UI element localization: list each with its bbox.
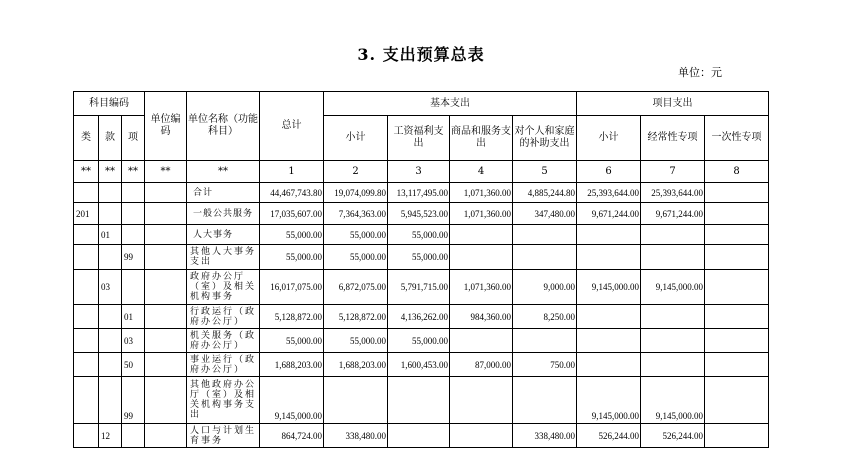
- wages-cell: 4,136,262.00: [388, 305, 450, 329]
- unit-name-header: 单位名称（功能科目）: [187, 92, 260, 161]
- table-row: [74, 245, 769, 270]
- xiang-cell: [122, 203, 145, 225]
- regular-cell: 9,145,000.00: [641, 377, 705, 424]
- kuan-cell: [99, 183, 122, 203]
- goods-cell: 1,071,360.00: [450, 183, 513, 203]
- kuan-cell: [99, 203, 122, 225]
- basic-subtotal-header: 小计: [324, 116, 388, 161]
- goods-header: 商品和服务支出: [450, 116, 513, 161]
- xiang-header: 项: [122, 116, 145, 161]
- personal-cell: 338,480.00: [513, 424, 577, 448]
- marker-cell: **: [145, 161, 187, 183]
- total-cell: 44,467,743.80: [260, 183, 324, 203]
- project-subtotal-cell: [577, 245, 641, 270]
- basic-subtotal-cell: 5,128,872.00: [324, 305, 388, 329]
- lei-cell: [74, 225, 99, 245]
- marker-cell: 6: [577, 161, 641, 183]
- goods-cell: [450, 424, 513, 448]
- personal-cell: 347,480.00: [513, 203, 577, 225]
- onetime-cell: [705, 225, 769, 245]
- project-subtotal-header: 小计: [577, 116, 641, 161]
- unit-label: 单位：元: [678, 66, 722, 79]
- personal-cell: 8,250.00: [513, 305, 577, 329]
- basic-subtotal-cell: 55,000.00: [324, 329, 388, 353]
- wages-cell: 1,600,453.00: [388, 353, 450, 377]
- xiang-cell: [122, 424, 145, 448]
- wages-cell: 13,117,495.00: [388, 183, 450, 203]
- total-cell: 5,128,872.00: [260, 305, 324, 329]
- basic-subtotal-cell: 19,074,099.80: [324, 183, 388, 203]
- project-expenditure-header: 项目支出: [577, 92, 769, 116]
- unit-code-cell: [145, 183, 187, 203]
- personal-cell: 9,000.00: [513, 270, 577, 305]
- unit-name-cell: 人口与计划生育事务: [187, 424, 260, 448]
- onetime-cell: [705, 353, 769, 377]
- regular-cell: [641, 245, 705, 270]
- marker-cell: **: [74, 161, 99, 183]
- basic-subtotal-cell: 55,000.00: [324, 245, 388, 270]
- unit-name-cell: 一般公共服务: [187, 203, 260, 225]
- total-cell: 864,724.00: [260, 424, 324, 448]
- xiang-cell: 99: [122, 377, 145, 424]
- unit-name-cell: 政府办公厅（室）及相关机构事务: [187, 270, 260, 305]
- regular-cell: [641, 305, 705, 329]
- goods-cell: 87,000.00: [450, 353, 513, 377]
- table-row: [74, 203, 769, 225]
- basic-subtotal-cell: 55,000.00: [324, 225, 388, 245]
- wages-cell: 55,000.00: [388, 225, 450, 245]
- unit-name-cell: 人大事务: [187, 225, 260, 245]
- kuan-cell: [99, 245, 122, 270]
- goods-cell: 1,071,360.00: [450, 203, 513, 225]
- table-row: [74, 377, 769, 424]
- marker-cell: 2: [324, 161, 388, 183]
- wages-cell: [388, 424, 450, 448]
- marker-cell: 7: [641, 161, 705, 183]
- lei-cell: [74, 377, 99, 424]
- unit-code-cell: [145, 353, 187, 377]
- project-subtotal-cell: 25,393,644.00: [577, 183, 641, 203]
- total-cell: 55,000.00: [260, 225, 324, 245]
- personal-cell: [513, 377, 577, 424]
- basic-subtotal-cell: 1,688,203.00: [324, 353, 388, 377]
- personal-cell: [513, 329, 577, 353]
- regular-cell: 9,671,244.00: [641, 203, 705, 225]
- unit-name-cell: 合计: [187, 183, 260, 203]
- table-row: [74, 183, 769, 203]
- personal-cell: 750.00: [513, 353, 577, 377]
- goods-cell: [450, 245, 513, 270]
- regular-cell: [641, 353, 705, 377]
- project-subtotal-cell: 9,145,000.00: [577, 377, 641, 424]
- unit-name-cell: 其他人大事务支出: [187, 245, 260, 270]
- table-row: [74, 270, 769, 305]
- goods-cell: [450, 329, 513, 353]
- lei-cell: 201: [74, 203, 99, 225]
- marker-cell: 8: [705, 161, 769, 183]
- unit-name-cell: 事业运行（政府办公厅）: [187, 353, 260, 377]
- unit-name-cell: 机关服务（政府办公厅）: [187, 329, 260, 353]
- personal-cell: [513, 245, 577, 270]
- personal-subsidy-header: 对个人和家庭的补助支出: [513, 116, 577, 161]
- personal-cell: [513, 225, 577, 245]
- unit-name-cell: 行政运行（政府办公厅）: [187, 305, 260, 329]
- project-subtotal-cell: 9,671,244.00: [577, 203, 641, 225]
- regular-cell: 526,244.00: [641, 424, 705, 448]
- xiang-cell: 50: [122, 353, 145, 377]
- wages-cell: 55,000.00: [388, 329, 450, 353]
- basic-subtotal-cell: 6,872,075.00: [324, 270, 388, 305]
- unit-code-cell: [145, 305, 187, 329]
- lei-cell: [74, 329, 99, 353]
- basic-subtotal-cell: [324, 377, 388, 424]
- basic-subtotal-cell: 338,480.00: [324, 424, 388, 448]
- project-subtotal-cell: 526,244.00: [577, 424, 641, 448]
- total-cell: 17,035,607.00: [260, 203, 324, 225]
- unit-code-header: 单位编码: [145, 92, 187, 161]
- onetime-cell: [705, 377, 769, 424]
- unit-code-cell: [145, 329, 187, 353]
- lei-cell: [74, 270, 99, 305]
- regular-cell: 9,145,000.00: [641, 270, 705, 305]
- basic-subtotal-cell: 7,364,363.00: [324, 203, 388, 225]
- onetime-special-header: 一次性专项: [705, 116, 769, 161]
- xiang-cell: [122, 270, 145, 305]
- kuan-cell: 03: [99, 270, 122, 305]
- unit-code-cell: [145, 424, 187, 448]
- unit-code-cell: [145, 203, 187, 225]
- onetime-cell: [705, 424, 769, 448]
- table-row: [74, 305, 769, 329]
- onetime-cell: [705, 203, 769, 225]
- marker-cell: 3: [388, 161, 450, 183]
- kuan-cell: [99, 329, 122, 353]
- wages-header: 工资福利支出: [388, 116, 450, 161]
- onetime-cell: [705, 270, 769, 305]
- project-subtotal-cell: [577, 305, 641, 329]
- xiang-cell: 03: [122, 329, 145, 353]
- total-cell: 9,145,000.00: [260, 377, 324, 424]
- marker-cell: **: [187, 161, 260, 183]
- lei-cell: [74, 353, 99, 377]
- goods-cell: 1,071,360.00: [450, 270, 513, 305]
- lei-header: 类: [74, 116, 99, 161]
- marker-cell: **: [99, 161, 122, 183]
- lei-cell: [74, 424, 99, 448]
- header-row-1: [74, 92, 769, 116]
- unit-code-cell: [145, 270, 187, 305]
- regular-cell: [641, 329, 705, 353]
- regular-special-header: 经常性专项: [641, 116, 705, 161]
- goods-cell: [450, 377, 513, 424]
- project-subtotal-cell: 9,145,000.00: [577, 270, 641, 305]
- basic-expenditure-header: 基本支出: [324, 92, 577, 116]
- marker-cell: 5: [513, 161, 577, 183]
- project-subtotal-cell: [577, 329, 641, 353]
- goods-cell: [450, 225, 513, 245]
- marker-cell: **: [122, 161, 145, 183]
- onetime-cell: [705, 305, 769, 329]
- regular-cell: 25,393,644.00: [641, 183, 705, 203]
- kuan-cell: 12: [99, 424, 122, 448]
- total-header: 总计: [260, 92, 324, 161]
- kuan-cell: [99, 377, 122, 424]
- subject-code-header: 科目编码: [74, 92, 145, 116]
- wages-cell: [388, 377, 450, 424]
- table-row: [74, 329, 769, 353]
- table-row: [74, 353, 769, 377]
- onetime-cell: [705, 245, 769, 270]
- unit-name-cell: 其他政府办公厅（室）及相关机构事务支出: [187, 377, 260, 424]
- kuan-cell: 01: [99, 225, 122, 245]
- unit-code-cell: [145, 377, 187, 424]
- onetime-cell: [705, 329, 769, 353]
- kuan-cell: [99, 353, 122, 377]
- xiang-cell: [122, 225, 145, 245]
- lei-cell: [74, 245, 99, 270]
- total-cell: 55,000.00: [260, 329, 324, 353]
- table-row: [74, 225, 769, 245]
- lei-cell: [74, 183, 99, 203]
- regular-cell: [641, 225, 705, 245]
- onetime-cell: [705, 183, 769, 203]
- total-cell: 55,000.00: [260, 245, 324, 270]
- wages-cell: 55,000.00: [388, 245, 450, 270]
- marker-row: [74, 161, 769, 183]
- wages-cell: 5,945,523.00: [388, 203, 450, 225]
- total-cell: 16,017,075.00: [260, 270, 324, 305]
- expenditure-budget-table: [73, 91, 769, 448]
- goods-cell: 984,360.00: [450, 305, 513, 329]
- wages-cell: 5,791,715.00: [388, 270, 450, 305]
- unit-code-cell: [145, 245, 187, 270]
- kuan-cell: [99, 305, 122, 329]
- xiang-cell: 01: [122, 305, 145, 329]
- page-title: 3. 支出预算总表: [357, 45, 485, 64]
- marker-cell: 4: [450, 161, 513, 183]
- marker-cell: 1: [260, 161, 324, 183]
- kuan-header: 款: [99, 116, 122, 161]
- personal-cell: 4,885,244.80: [513, 183, 577, 203]
- lei-cell: [74, 305, 99, 329]
- project-subtotal-cell: [577, 225, 641, 245]
- project-subtotal-cell: [577, 353, 641, 377]
- table-row: [74, 424, 769, 448]
- xiang-cell: [122, 183, 145, 203]
- unit-code-cell: [145, 225, 187, 245]
- total-cell: 1,688,203.00: [260, 353, 324, 377]
- xiang-cell: 99: [122, 245, 145, 270]
